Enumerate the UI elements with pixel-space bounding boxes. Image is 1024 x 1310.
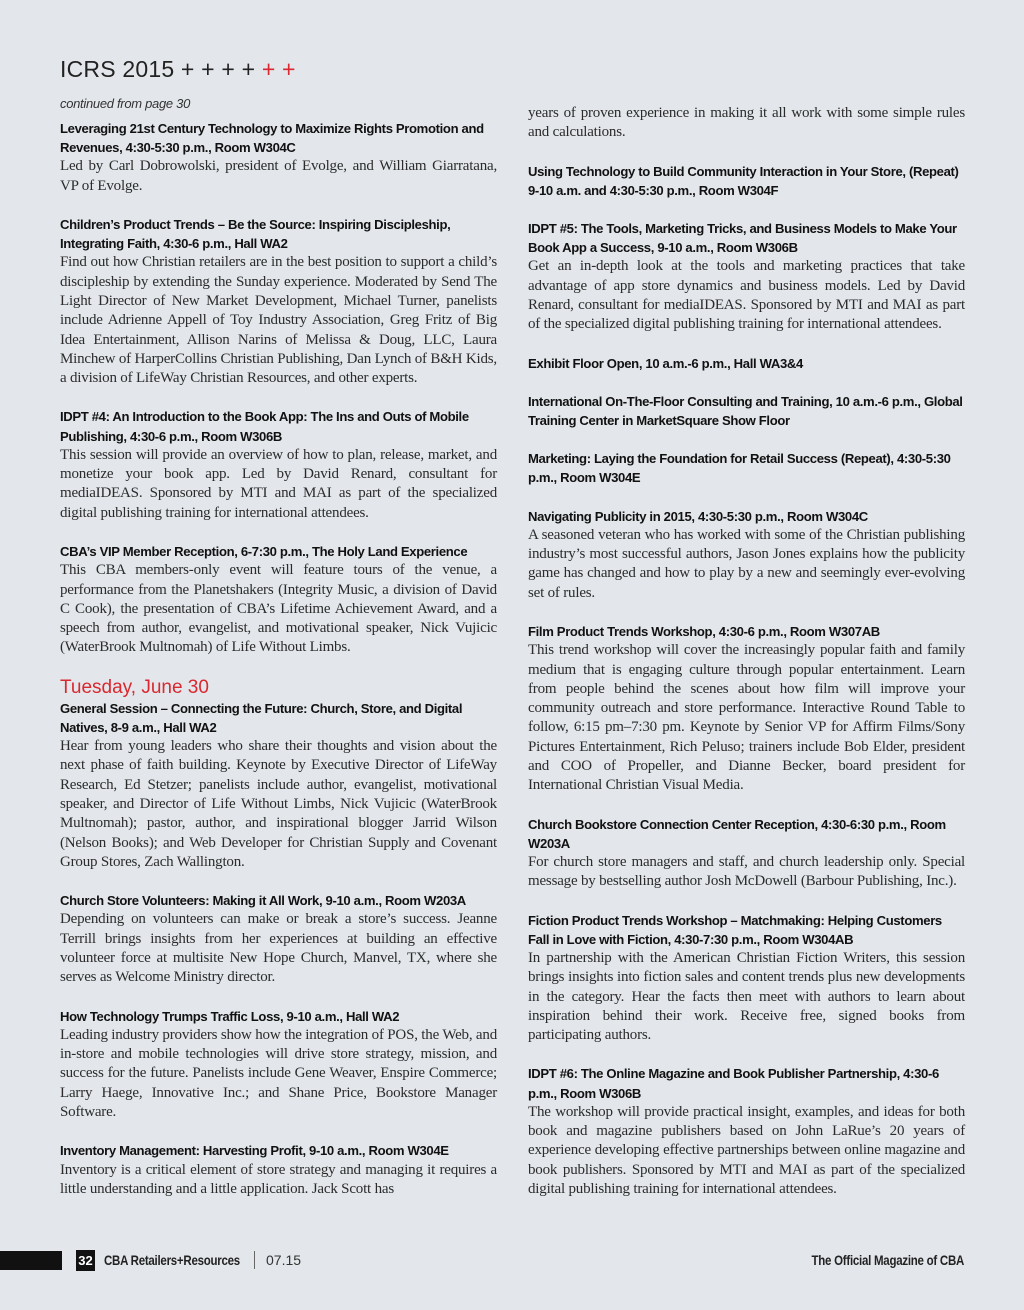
left-entries-after (60, 699, 497, 1199)
continuation-entry (528, 104, 965, 143)
session-title: Film Product Trends Workshop, 4:30-6 p.m., Room W307AB (528, 624, 880, 639)
session-entry (528, 449, 965, 487)
session-description: A seasoned veteran who has worked with some of the Christian publishing industry’s most successful authors, Jason Jones explains how the publicity game has changed and how to play by a new and seemingly ever-evolving set of rules. (528, 526, 965, 601)
page-number: 32 (76, 1250, 95, 1271)
session-entry (528, 911, 965, 1046)
masthead-title: ICRS 2015 (60, 56, 175, 82)
session-description: This trend workshop will cover the increasingly popular faith and family medium that is engaging culture through popular entertainment. Learn from people behind the scenes about how film will improve your community outreach and store performance. Interactive Round Table to follow, 6:15 pm–7:30 pm. Keynote by Senior VP for Affirm Films/Sony Pictures Entertainment, Rich Peluso; trainers include Bob Elder, president and COO of Propeller, and Dianne Becker, board president for International Christian Visual Media. (528, 642, 965, 794)
session-description: Depending on volunteers can make or break a store’s success. Jeanne Terrill brings insights from her experiences at building an effective volunteer force at multisite New Hope Church, Manvel, TX, where she serves as Welcome Ministry director. (60, 911, 497, 986)
session-entry (60, 891, 497, 987)
session-entry (60, 119, 497, 196)
masthead-plus-black: + + + + (180, 56, 256, 82)
session-entry (528, 1064, 965, 1199)
session-title: International On-The-Floor Consulting and Training, 10 a.m.-6 p.m., Global Training Center in MarketSquare Show Floor (528, 393, 963, 428)
session-entry (60, 699, 497, 872)
session-title: IDPT #6: The Online Magazine and Book Publisher Partnership, 4:30-6 p.m., Room W306B (528, 1066, 939, 1101)
day-heading: Tuesday, June 30 (60, 676, 209, 698)
session-title: IDPT #5: The Tools, Marketing Tricks, and Business Models to Make Your Book App a Success, 9-10 a.m., Room W306B (528, 221, 957, 256)
session-title: Church Bookstore Connection Center Reception, 4:30-6:30 p.m., Room W203A (528, 816, 946, 851)
right-entries (528, 162, 965, 1200)
session-entry (60, 1141, 497, 1199)
session-description: The workshop will provide practical insight, examples, and ideas for both book and magazine publishers based on John LaRue’s 20 years of experience developing effective partnerships between online magazine and book publishers. Sponsored by MTI and MAI as part of the specialized digital publishing training for international attendees. (528, 1103, 965, 1198)
session-entry (60, 407, 497, 523)
session-description: This session will provide an overview of how to plan, release, market, and monetize your book app. Led by David Renard, consultant for mediaIDEAS. Sponsored by MTI and MAI as part of the specialized digital publishing training for international attendees. (60, 446, 497, 521)
footer-bar (0, 1251, 62, 1270)
session-description: This CBA members-only event will feature tours of the venue, a performance from the Planetshakers (Integrity Music, a division of David C Cook), the presentation of CBA’s Lifetime Achievement Award, and a speech from author, evangelist, and motivational speaker, Nick Vujicic (WaterBrook Multnomah) of Life Without Limbs. (60, 562, 497, 656)
masthead (60, 56, 296, 83)
session-title: General Session – Connecting the Future: Church, Store, and Digital Natives, 8-9 a.m., Hall WA2 (60, 700, 463, 735)
session-description: In partnership with the American Christian Fiction Writers, this session brings insights into fiction sales and content trends plus new developments in the category. Hear the facts then meet with authors to learn about inspiration behind their work. Receive free, signed books from participating authors. (528, 949, 965, 1044)
session-description: Hear from young leaders who share their thoughts and vision about the next phase of faith building. Keynote by Executive Director of LifeWay Research, Ed Stetzer; panelists include author, evangelist, motivational speaker, and Director of Life Without Limbs, Nick Vujicic (WaterBrook Multnomah); pastor, author, and inspirational blogger Jarrid Wilson (Nelson Books); and Web Developer for Christian Supply and Covenant Group Stores, Zach Wallington. (60, 738, 497, 870)
session-description: Inventory is a critical element of store strategy and managing it requires a little understanding and a little application. Jack Scott has (60, 1161, 497, 1197)
session-entry (60, 215, 497, 388)
session-title: Church Store Volunteers: Making it All Work, 9-10 a.m., Room W203A (60, 893, 466, 909)
continuation-text: years of proven experience in making it all work with some simple rules and calculations. (528, 105, 965, 141)
session-title: Inventory Management: Harvesting Profit, 9-10 a.m., Room W304E (60, 1143, 449, 1159)
footer-divider (254, 1251, 255, 1269)
footer-tagline: The Official Magazine of CBA (811, 1252, 964, 1268)
session-entry (60, 542, 497, 658)
session-description: Leading industry providers show how the integration of POS, the Web, and in-store and mobile technologies will drive store strategy, mission, and success for the future. Panelists include Gene Weaver, Enspire Commerce; Larry Haege, Innovative Inc.; and Shane Price, Bookstore Manager Software. (60, 1026, 497, 1121)
masthead-plus-red: + + (261, 56, 296, 82)
session-title: How Technology Trumps Traffic Loss, 9-10 a.m., Hall WA2 (60, 1008, 400, 1024)
publication-name: CBA Retailers+Resources (104, 1252, 240, 1268)
session-description: Get an in-depth look at the tools and marketing practices that take advantage of app store dynamics and business models. Led by David Renard, consultant for mediaIDEAS. Sponsored by MTI and MAI as part of the specialized digital publishing training for international attendees. (528, 258, 965, 333)
session-entry (528, 507, 965, 603)
session-entry (528, 815, 965, 892)
session-entry (528, 392, 965, 430)
left-entries-before (60, 119, 497, 658)
session-title: IDPT #4: An Introduction to the Book App: The Ins and Outs of Mobile Publishing, 4:30-6 p.m., Room W306B (60, 409, 469, 444)
session-description: For church store managers and staff, and church leadership only. Special message by bestselling author Josh McDowell (Barbour Publishing, Inc.). (528, 853, 965, 890)
session-description: Find out how Christian retailers are in the best position to support a child’s discipleship by extending the Sunday experience. Moderated by Send The Light Director of New Market Development, Michael Turner, panelists include Adrienne Appell of Toy Industry Association, Greg Fritz of Big Idea Entertainment, Allison Narins of Melissa & Doug, LLC, Laura Minchew of HarperCollins Christian Publishing, Dan Lynch of B&H Kids, a division of LifeWay Christian Resources, and other experts. (60, 254, 497, 387)
session-entry (528, 354, 965, 373)
session-entry (528, 219, 965, 335)
session-title: Children’s Product Trends – Be the Source: Inspiring Discipleship, Integrating Faith, 4:30-6 p.m., Hall WA2 (60, 217, 451, 252)
session-title: Marketing: Laying the Foundation for Retail Success (Repeat), 4:30-5:30 p.m., Room W304E (528, 451, 951, 486)
session-title: Fiction Product Trends Workshop – Matchmaking: Helping Customers Fall in Love with Fiction, 4:30-7:30 p.m., Room W304AB (528, 912, 942, 947)
issue-date: 07.15 (266, 1252, 302, 1268)
session-entry (528, 162, 965, 200)
session-title: Using Technology to Build Community Interaction in Your Store, (Repeat) 9-10 a.m. and 4:30-5:30 p.m., Room W304F (528, 163, 959, 198)
right-column (528, 104, 965, 1218)
session-title: Leveraging 21st Century Technology to Maximize Rights Promotion and Revenues, 4:30-5:30 p.m., Room W304C (60, 121, 484, 156)
continued-note: continued from page 30 (60, 96, 190, 111)
session-title: Navigating Publicity in 2015, 4:30-5:30 p.m., Room W304C (528, 508, 868, 524)
session-entry (528, 622, 965, 796)
session-description: Led by Carl Dobrowolski, president of Evolge, and William Giarratana, VP of Evolge. (60, 158, 497, 194)
session-entry (60, 1007, 497, 1123)
left-column (60, 96, 497, 1218)
session-title: Exhibit Floor Open, 10 a.m.-6 p.m., Hall WA3&4 (528, 355, 803, 371)
session-title: CBA’s VIP Member Reception, 6-7:30 p.m., The Holy Land Experience (60, 544, 468, 560)
